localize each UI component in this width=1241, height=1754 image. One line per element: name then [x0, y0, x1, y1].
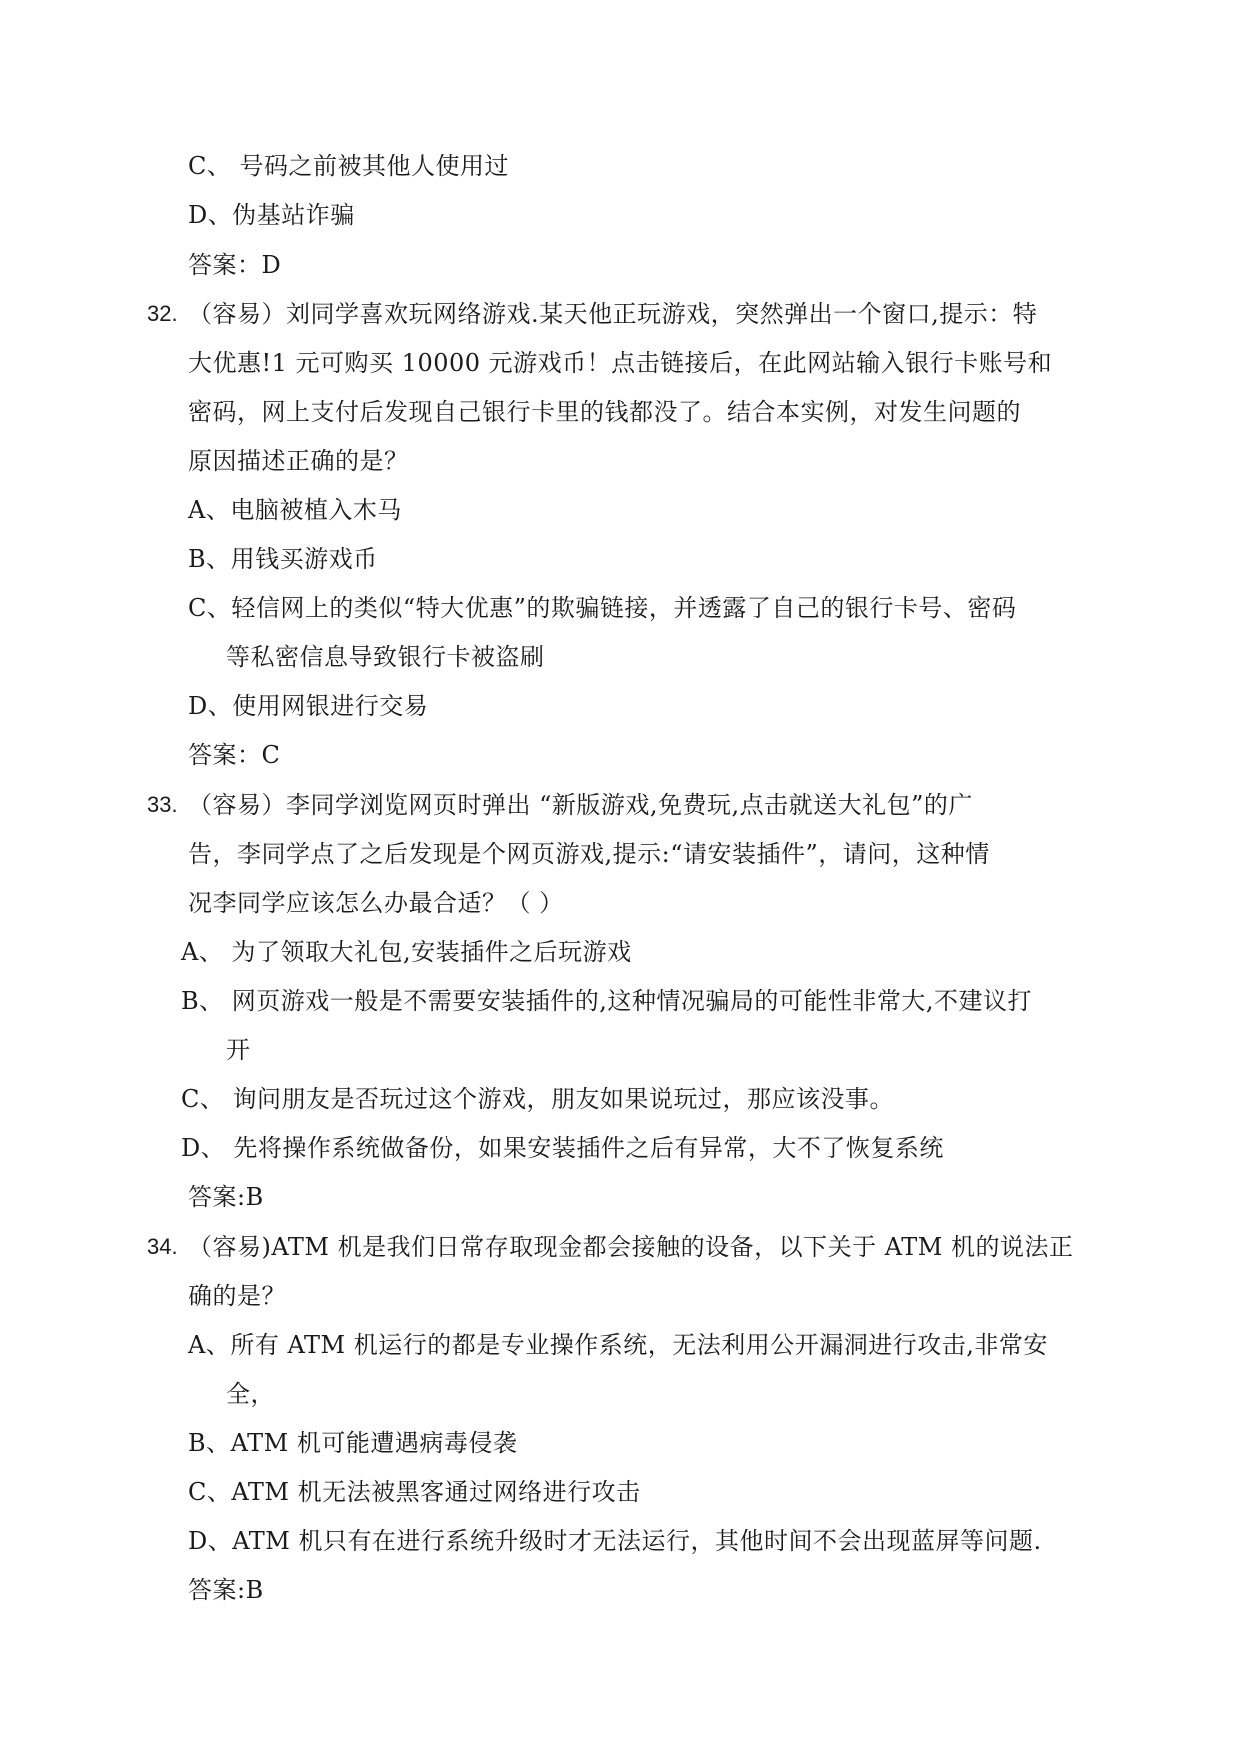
- question-stem-line: 况李同学应该怎么办最合适？（ ）: [188, 889, 564, 917]
- question-number: 33.: [147, 792, 178, 817]
- option-c: C、ATM 机无法被黑客通过网络进行攻击: [188, 1478, 641, 1506]
- option-a-continued: 全，: [226, 1380, 275, 1408]
- option-b: B、用钱买游戏币: [188, 545, 378, 573]
- answer-prev: 答案：D: [188, 251, 282, 279]
- question-number: 32.: [147, 301, 178, 326]
- option-b-continued: 开: [226, 1036, 251, 1064]
- option-a: A、电脑被植入木马: [188, 496, 402, 524]
- question-stem-line: 确的是？: [188, 1282, 286, 1310]
- answer: 答案:B: [188, 1576, 264, 1604]
- answer: 答案：C: [188, 741, 281, 769]
- question-stem-line: 原因描述正确的是？: [188, 447, 409, 475]
- question-number: 34.: [147, 1234, 178, 1259]
- option-a: A、 为了领取大礼包,安装插件之后玩游戏: [181, 938, 632, 966]
- option-b: B、 网页游戏一般是不需要安装插件的,这种情况骗局的可能性非常大,不建议打: [181, 987, 1033, 1015]
- question-stem-line: （容易)ATM 机是我们日常存取现金都会接触的设备，以下关于 ATM 机的说法正: [188, 1233, 1074, 1261]
- option-d-prev: D、伪基站诈骗: [188, 201, 355, 229]
- answer: 答案:B: [188, 1183, 264, 1211]
- question-stem-line: 大优惠!1 元可购买 10000 元游戏币！点击链接后，在此网站输入银行卡账号和: [188, 349, 1053, 377]
- option-b: B、ATM 机可能遭遇病毒侵袭: [188, 1429, 518, 1457]
- option-d: D、使用网银进行交易: [188, 692, 429, 720]
- option-d: D、 先将操作系统做备份，如果安装插件之后有异常，大不了恢复系统: [181, 1134, 944, 1162]
- option-c-prev: C、 号码之前被其他人使用过: [188, 152, 509, 180]
- question-stem-line: 密码，网上支付后发现自己银行卡里的钱都没了。结合本实例，对发生问题的: [188, 398, 1021, 426]
- option-c: C、 询问朋友是否玩过这个游戏，朋友如果说玩过，那应该没事。: [181, 1085, 894, 1113]
- option-d: D、ATM 机只有在进行系统升级时才无法运行，其他时间不会出现蓝屏等问题.: [188, 1527, 1042, 1555]
- option-a: A、所有 ATM 机运行的都是专业操作系统，无法利用公开漏洞进行攻击,非常安: [188, 1331, 1048, 1359]
- option-c-continued: 等私密信息导致银行卡被盗刷: [226, 643, 545, 671]
- question-stem-line: （容易）李同学浏览网页时弹出 “新版游戏,免费玩,点击就送大礼包”的广: [188, 791, 973, 819]
- question-stem-line: 告，李同学点了之后发现是个网页游戏,提示:“请安装插件”，请问，这种情: [188, 840, 990, 868]
- option-c: C、轻信网上的类似“特大优惠”的欺骗链接，并透露了自己的银行卡号、密码: [188, 594, 1017, 622]
- question-stem-line: （容易）刘同学喜欢玩网络游戏.某天他正玩游戏，突然弹出一个窗口,提示：特: [188, 300, 1038, 328]
